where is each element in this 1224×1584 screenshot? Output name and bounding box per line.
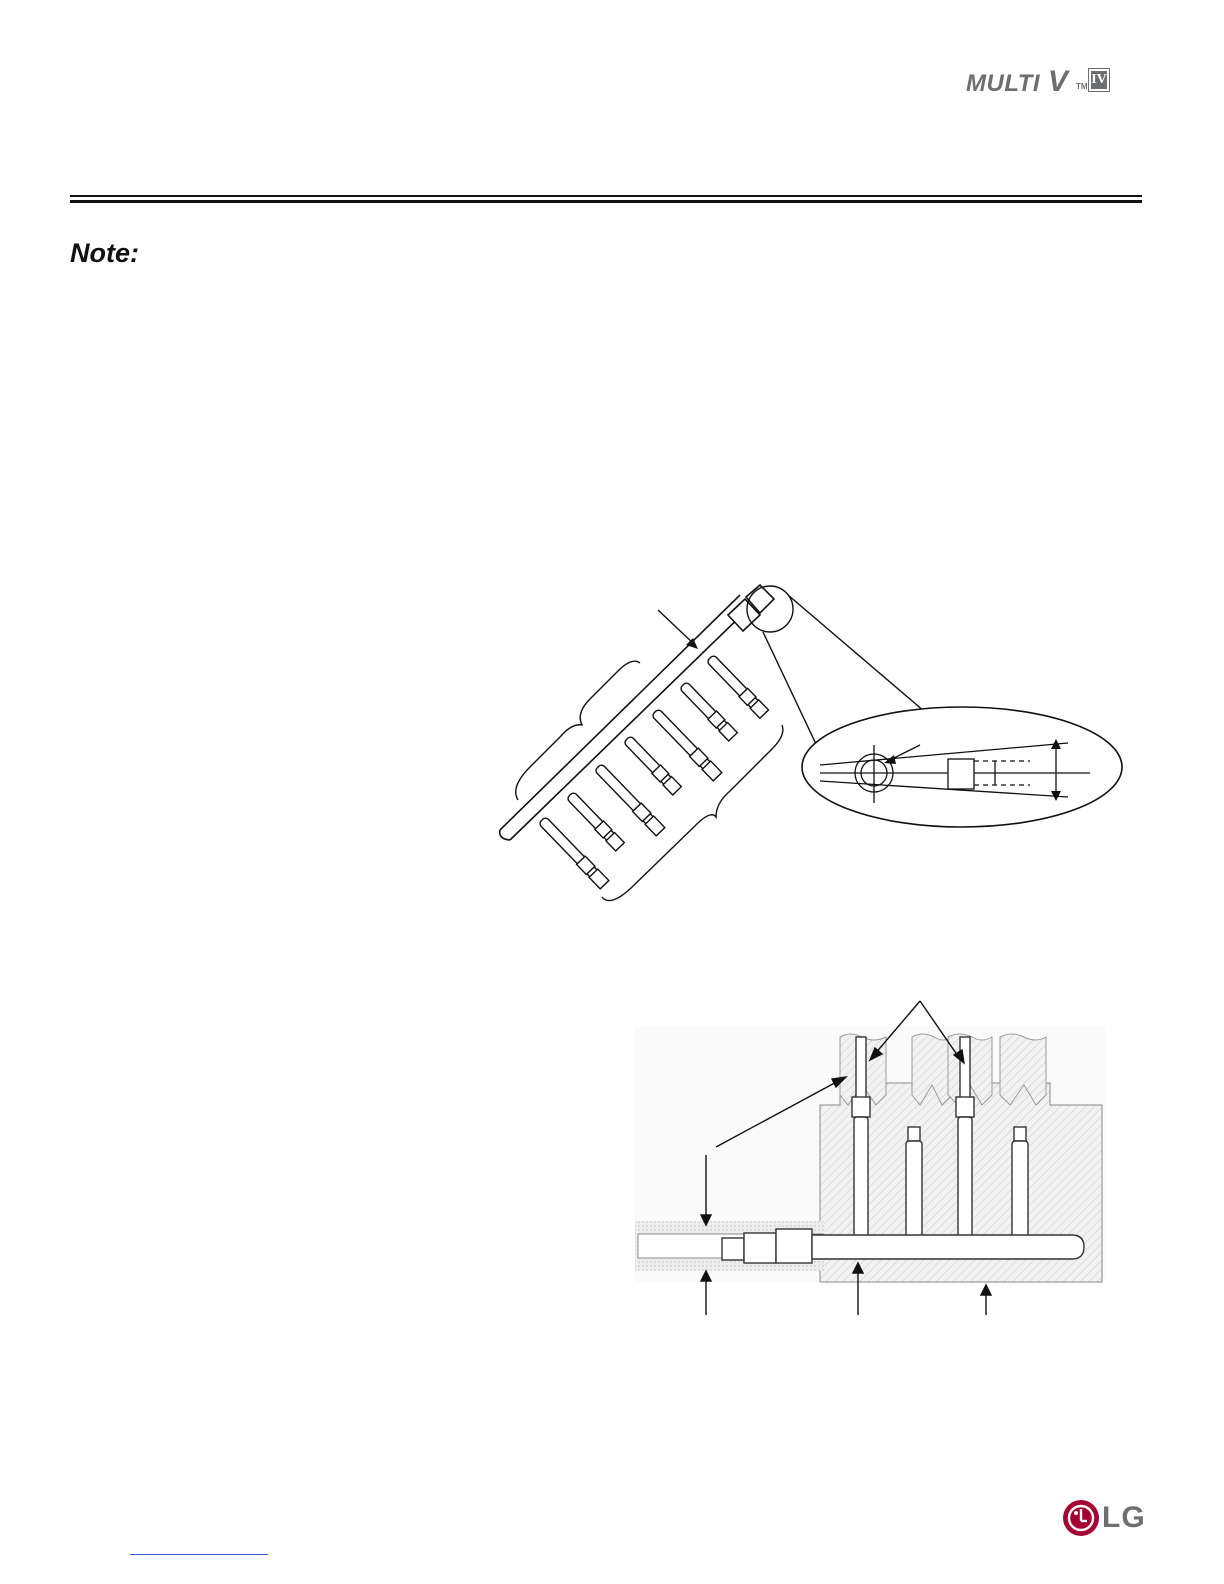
lg-wordmark: LG [1102,1501,1146,1534]
note-label: Note: [70,238,139,268]
branch-pipes [538,654,769,889]
header-pipe-tilt-figure [490,575,1140,910]
brand-name: MULTI V [966,65,1068,98]
lg-logo [1062,1497,1144,1541]
brand-trademark: TM [1076,82,1088,91]
brand-badge: IV [1088,68,1110,92]
upper-brace [516,661,640,800]
header-rule-bottom [70,200,1142,203]
header-rule-top [70,195,1142,197]
footer-link-underline[interactable] [130,1554,268,1555]
header-pipe-insulation-figure [630,985,1110,1325]
lg-face-icon [1062,1499,1100,1537]
multi-v-iv-logo [966,64,1146,100]
